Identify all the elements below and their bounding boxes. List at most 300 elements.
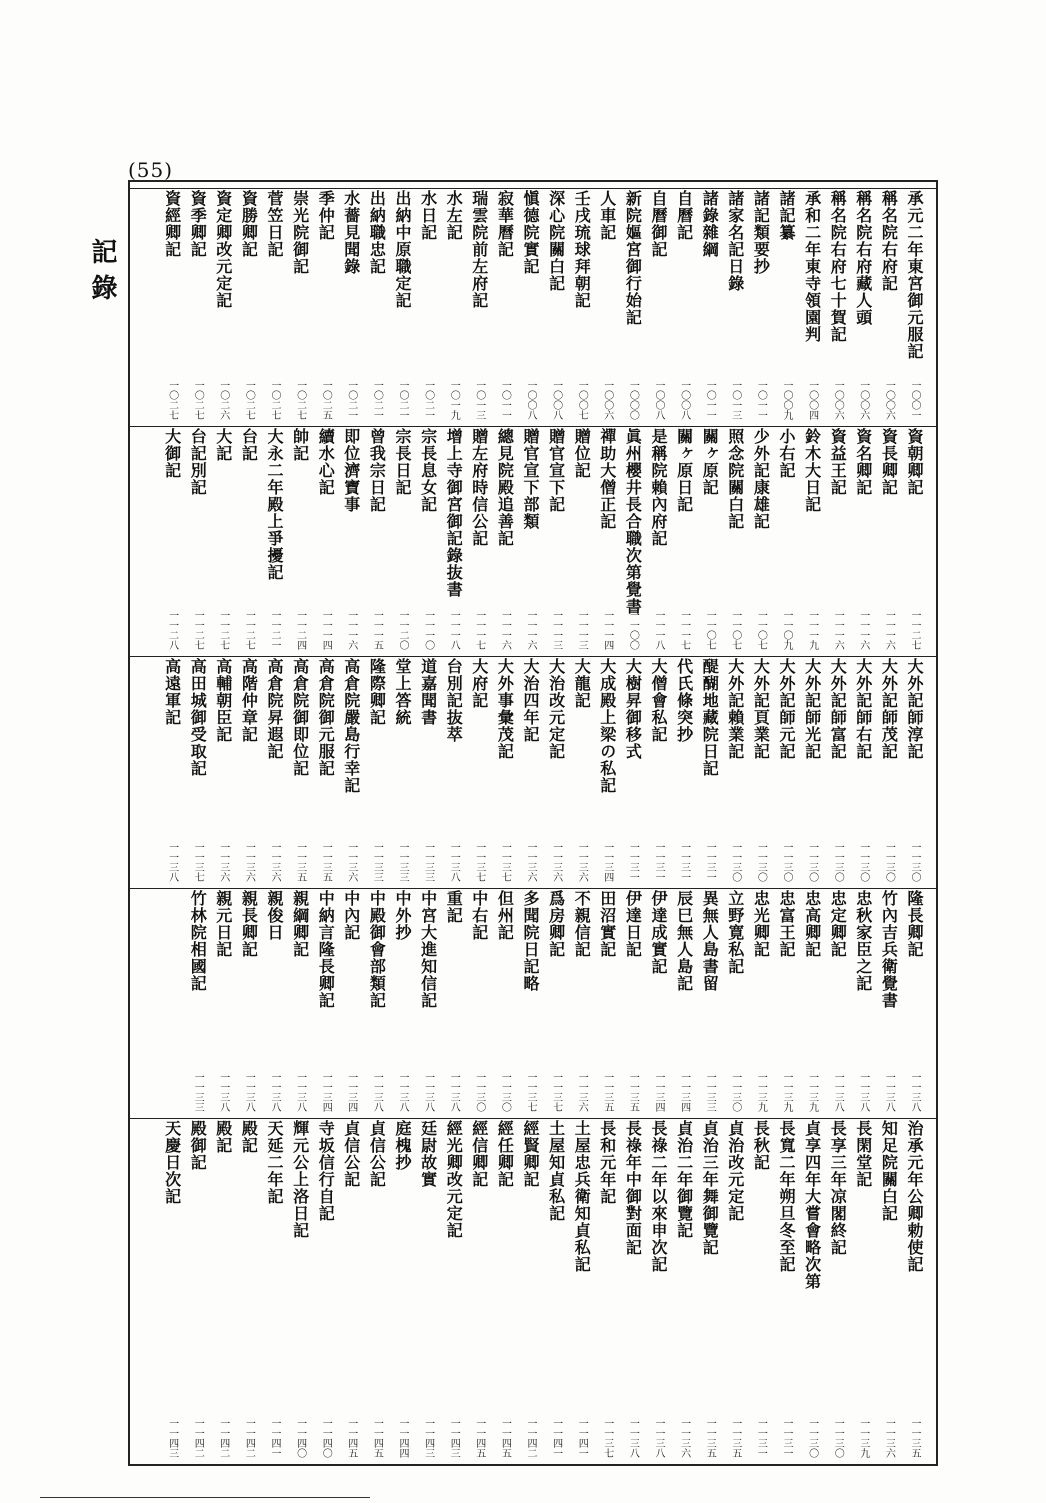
entry-title: 照念院關白記 <box>725 428 745 530</box>
entry-title: 治承元年公卿勅使記 <box>905 1120 924 1273</box>
entry-title: 資益王記 <box>828 428 848 496</box>
index-entry <box>262 1120 287 1458</box>
tier-5 <box>130 1120 936 1464</box>
index-entry <box>467 1120 492 1458</box>
index-entry <box>544 890 569 1112</box>
entry-title: 忠高卿記 <box>802 890 822 958</box>
entry-page-number: 一一三八 <box>397 1072 408 1112</box>
index-entry <box>441 658 466 882</box>
entry-page-number: 一一一三 <box>550 610 562 650</box>
entry-page-number: 一〇一三 <box>473 380 485 420</box>
entry-page-number: 一〇〇六 <box>832 380 844 420</box>
entry-title: 長寬二年朔旦冬至記 <box>777 1120 796 1273</box>
entry-page-number: 一一一六 <box>345 610 357 650</box>
index-entry <box>364 890 389 1112</box>
entry-title: 忠定卿記 <box>828 890 848 958</box>
entry-title: 貞治二年御覽記 <box>674 1120 694 1239</box>
entry-title: 眞州櫻井長合職次第覺書 <box>623 428 643 615</box>
entry-title: 承和二年東寺領園判 <box>802 190 822 343</box>
entry-page-number: 一一三八 <box>448 842 460 882</box>
entry-page-number: 一一三六 <box>883 1418 895 1458</box>
index-entry <box>390 658 415 882</box>
index-entry <box>313 1120 338 1458</box>
index-entry <box>211 890 236 1112</box>
entry-title: 大外記師茂記 <box>879 658 899 760</box>
entry-page-number: 一〇〇四 <box>806 380 818 420</box>
entry-page-number: 一〇二七 <box>166 380 178 420</box>
entry-page-number: 一一四三 <box>422 1418 434 1458</box>
index-entry <box>697 1120 722 1458</box>
index-entry <box>211 658 236 882</box>
entry-page-number: 一一三六 <box>217 842 229 882</box>
entry-page-number: 一〇〇七 <box>576 380 588 420</box>
index-entry <box>518 658 543 882</box>
entry-page-number: 一一一〇 <box>422 610 434 650</box>
index-entry <box>492 1120 517 1458</box>
entry-page-number: 一一一六 <box>525 610 536 650</box>
index-entry <box>697 190 722 420</box>
index-entry <box>569 428 594 650</box>
index-entry <box>825 1120 850 1458</box>
entry-title: 大外記師富記 <box>828 658 848 760</box>
entry-title: 伊達日記 <box>623 890 643 958</box>
entry-title: 小右記 <box>777 428 796 479</box>
top-rule <box>130 188 936 189</box>
entry-title: 諸錄雜綱 <box>700 190 720 258</box>
entry-page-number: 一一三九 <box>857 1418 869 1458</box>
index-entry <box>416 428 441 650</box>
index-entry <box>672 428 697 650</box>
index-entry <box>313 428 338 650</box>
entry-title: 大御記 <box>162 428 182 479</box>
entry-title: 高田城御受取記 <box>188 658 208 777</box>
entry-page-number: 一一三〇 <box>857 842 869 882</box>
entry-page-number: 一一二七 <box>243 610 255 650</box>
entry-title: 高倉院御元服記 <box>316 658 336 777</box>
index-entry <box>390 190 415 420</box>
entry-page-number: 一〇〇六 <box>601 380 613 420</box>
index-entry <box>569 1120 594 1458</box>
entry-page-number: 一一一八 <box>653 610 664 650</box>
entry-title: 異無人島書留 <box>700 890 720 992</box>
entry-page-number: 一一三六 <box>678 1418 690 1458</box>
entry-title: 贈左府時信公記 <box>469 428 489 547</box>
bottom-rule <box>40 1497 370 1498</box>
index-entry <box>876 1120 901 1458</box>
entry-title: 高倉院昇遐記 <box>265 658 284 760</box>
entry-page-number: 一一三七 <box>601 1418 613 1458</box>
entry-title: 資名卿記 <box>853 428 873 496</box>
entry-title: 中右記 <box>469 890 489 941</box>
entry-page-number: 一一一四 <box>601 610 613 650</box>
entry-page-number: 一一三五 <box>601 1072 613 1112</box>
entry-title: 帥記 <box>290 428 310 462</box>
entry-title: 不親信記 <box>572 890 592 958</box>
entry-page-number: 一一三八 <box>166 842 178 882</box>
index-entry <box>620 658 645 882</box>
entry-title: 輝元公上洛日記 <box>290 1120 310 1239</box>
entry-title: 親元日記 <box>213 890 233 958</box>
entry-page-number: 一一三八 <box>883 1072 895 1112</box>
entry-title: 土屋知貞私記 <box>546 1120 566 1222</box>
tier-separator <box>130 888 936 889</box>
entry-title: 自曆御記 <box>649 190 668 258</box>
entry-page-number: 一一三〇 <box>832 842 844 882</box>
entry-title: 隆長卿記 <box>905 890 924 958</box>
index-entry <box>160 190 185 420</box>
entry-title: 長秋記 <box>751 1120 771 1171</box>
entry-page-number: 一一三〇 <box>473 1072 485 1112</box>
entry-page-number: 一一四五 <box>473 1418 485 1458</box>
index-entry <box>211 190 236 420</box>
index-entry <box>697 658 722 882</box>
index-entry <box>288 658 313 882</box>
entry-page-number: 一一四四 <box>397 1418 408 1458</box>
index-entry <box>595 190 620 420</box>
entry-page-number: 一一二八 <box>166 610 178 650</box>
entry-page-number: 一一二〇 <box>397 610 408 650</box>
entry-title: 忠富王記 <box>777 890 796 958</box>
entry-page-number: 一一三四 <box>601 842 613 882</box>
index-entry <box>288 890 313 1112</box>
entry-title: 伊達成實記 <box>649 890 668 975</box>
index-entry <box>288 1120 313 1458</box>
entry-title: 自曆記 <box>674 190 694 241</box>
index-entry <box>748 428 773 650</box>
entry-title: 資長卿記 <box>879 428 899 496</box>
entry-page-number: 一一三八 <box>269 1072 280 1112</box>
index-entry <box>211 1120 236 1458</box>
entry-title: 長享三年凉閣終記 <box>828 1120 848 1256</box>
entry-title: 醍醐地藏院日記 <box>700 658 720 777</box>
entry-page-number: 一一三八 <box>857 1072 869 1112</box>
index-entry <box>595 1120 620 1458</box>
entry-page-number: 一〇二一 <box>422 380 434 420</box>
entry-title: 中宮大進知信記 <box>418 890 438 1009</box>
entry-page-number: 一一二七 <box>217 610 229 650</box>
entry-title: 中外抄 <box>393 890 412 941</box>
entry-title: 台記別記 <box>188 428 208 496</box>
index-entry <box>902 1120 927 1458</box>
entry-title: 少外記康雄記 <box>751 428 771 530</box>
entry-page-number: 一一三一 <box>627 842 639 882</box>
entry-page-number: 一一三九 <box>806 1072 818 1112</box>
entry-title: 諸記類要抄 <box>751 190 771 275</box>
index-entry <box>851 428 876 650</box>
entry-title: 贈官宣下記 <box>546 428 566 513</box>
index-entry <box>902 190 927 420</box>
entry-page-number: 一一三〇 <box>883 842 895 882</box>
index-entry <box>160 428 185 650</box>
index-entry <box>620 190 645 420</box>
entry-page-number: 一一三六 <box>345 842 357 882</box>
index-entry <box>595 658 620 882</box>
entry-title: 貞治三年舞御覽記 <box>700 1120 720 1256</box>
entry-title: 人車記 <box>597 190 617 241</box>
entry-page-number: 一〇〇六 <box>857 380 869 420</box>
index-entry <box>544 1120 569 1458</box>
entry-page-number: 一一四二 <box>217 1418 229 1458</box>
entry-title: 大外記師元記 <box>777 658 796 760</box>
entry-page-number: 一〇一一 <box>499 380 511 420</box>
tier-separator <box>130 656 936 657</box>
index-entry <box>185 190 210 420</box>
entry-title: 知足院關白記 <box>879 1120 899 1222</box>
entry-page-number: 一一三六 <box>269 842 280 882</box>
index-entry <box>876 658 901 882</box>
entry-title: 貞信公記 <box>341 1120 361 1188</box>
entry-page-number: 一一三六 <box>550 842 562 882</box>
entry-title: 大記 <box>213 428 233 462</box>
entry-title: 水日記 <box>418 190 438 241</box>
entry-page-number: 一一四一 <box>269 1418 280 1458</box>
index-entry <box>748 890 773 1112</box>
entry-page-number: 一一一六 <box>832 610 844 650</box>
index-entry <box>492 890 517 1112</box>
entry-title: 是稱院賴內府記 <box>649 428 668 547</box>
entry-title: 殿御記 <box>188 1120 208 1171</box>
entry-title: 稱名院右府七十賀記 <box>828 190 848 343</box>
index-entry <box>441 1120 466 1458</box>
index-entry <box>595 428 620 650</box>
index-entry <box>185 658 210 882</box>
index-entry <box>748 658 773 882</box>
entry-page-number: 一〇一三 <box>729 380 741 420</box>
index-entry <box>518 890 543 1112</box>
entry-title: 經任卿記 <box>495 1120 515 1188</box>
entry-title: 重記 <box>444 890 464 924</box>
entry-page-number: 一一三四 <box>653 1072 664 1112</box>
index-entry <box>825 658 850 882</box>
entry-title: 廷尉故實 <box>418 1120 438 1188</box>
entry-page-number: 一〇二一 <box>371 380 383 420</box>
entry-page-number: 一〇〇六 <box>883 380 895 420</box>
entry-page-number: 一一四五 <box>345 1418 357 1458</box>
index-entry <box>851 190 876 420</box>
index-entry <box>518 190 543 420</box>
entry-title: 稱名院右府記 <box>879 190 899 292</box>
index-entry <box>441 190 466 420</box>
entry-title: 貞治改元定記 <box>725 1120 745 1222</box>
entry-page-number: 一一三八 <box>448 1072 460 1112</box>
index-entry <box>364 1120 389 1458</box>
entry-title: 稱名院右府藏人頭 <box>853 190 873 326</box>
entry-page-number: 一一三八 <box>909 1072 920 1112</box>
entry-page-number: 一一三七 <box>499 842 511 882</box>
index-entry <box>236 190 261 420</box>
entry-page-number: 一一一九 <box>806 610 818 650</box>
index-entry <box>851 1120 876 1458</box>
entry-title: 總見院殿追善記 <box>495 428 515 547</box>
entry-title: 大治改元定記 <box>546 658 566 760</box>
entry-page-number: 一一一六 <box>857 610 869 650</box>
index-table <box>128 180 938 1466</box>
entry-title: 資勝卿記 <box>239 190 259 258</box>
entry-page-number: 一一三八 <box>653 1418 664 1458</box>
entry-title: 鈴木大日記 <box>802 428 822 513</box>
entry-title: 忠秋家臣之記 <box>853 890 873 992</box>
index-entry <box>774 890 799 1112</box>
index-entry <box>467 428 492 650</box>
index-entry <box>825 428 850 650</box>
entry-title: 土屋忠兵衛知貞私記 <box>572 1120 592 1273</box>
entry-title: 大永二年殿上爭擾記 <box>265 428 284 581</box>
index-entry <box>672 658 697 882</box>
entry-title: 即位濟寶事 <box>341 428 361 513</box>
entry-page-number: 一一〇九 <box>781 610 792 650</box>
entry-title: 關ヶ原記 <box>700 428 720 496</box>
index-entry <box>518 428 543 650</box>
entry-page-number: 一一四二 <box>525 1418 536 1458</box>
entry-title: 水薔見聞錄 <box>341 190 361 275</box>
entry-page-number: 一一三三 <box>371 842 383 882</box>
index-entry <box>185 1120 210 1458</box>
entry-title: 出納職忠記 <box>367 190 387 275</box>
index-entry <box>313 890 338 1112</box>
index-entry <box>569 190 594 420</box>
index-entry <box>646 890 671 1112</box>
index-entry <box>697 428 722 650</box>
entry-page-number: 一一三六 <box>525 842 536 882</box>
tier-1 <box>130 190 936 426</box>
entry-page-number: 一一四三 <box>166 1418 178 1458</box>
entry-page-number: 一一三五 <box>294 842 306 882</box>
index-entry <box>876 428 901 650</box>
entry-page-number: 一一三七 <box>550 1072 562 1112</box>
index-entry <box>492 428 517 650</box>
side-title: 記錄 <box>87 238 117 310</box>
entry-title: 資經卿記 <box>162 190 182 258</box>
index-entry <box>313 658 338 882</box>
entry-page-number: 一一三八 <box>243 1072 255 1112</box>
entry-title: 高階仲章記 <box>239 658 259 743</box>
entry-page-number: 一一三一 <box>653 842 664 882</box>
entry-title: 竹內吉兵衛覺書 <box>879 890 899 1009</box>
entry-title: 竹林院相國記 <box>188 890 208 992</box>
entry-title: 貞信公記 <box>367 1120 387 1188</box>
index-entry <box>262 190 287 420</box>
entry-title: 大外記頁業記 <box>751 658 771 760</box>
entry-page-number: 一一三八 <box>217 1072 229 1112</box>
entry-page-number: 一一三三 <box>192 1072 204 1112</box>
entry-page-number: 一一三〇 <box>729 842 741 882</box>
entry-title: 瑞雲院前左府記 <box>469 190 489 309</box>
index-entry <box>723 428 748 650</box>
entry-page-number: 一一三五 <box>909 1418 920 1458</box>
entry-title: 大外記師右記 <box>853 658 873 760</box>
entry-page-number: 一一一七 <box>473 610 485 650</box>
entry-title: 但州記 <box>495 890 515 941</box>
entry-page-number: 一〇〇八 <box>678 380 690 420</box>
entry-title: 增上寺御宮御記錄抜書 <box>444 428 464 598</box>
index-entry <box>339 428 364 650</box>
entry-title: 寂華曆記 <box>495 190 515 258</box>
index-entry <box>467 190 492 420</box>
index-entry <box>723 658 748 882</box>
entry-page-number: 一一三〇 <box>806 842 818 882</box>
entry-page-number: 一一二七 <box>909 610 920 650</box>
entry-page-number: 一一四三 <box>448 1418 460 1458</box>
entry-title: 親俊日 <box>265 890 284 941</box>
index-entry <box>774 428 799 650</box>
entry-page-number: 一一三一 <box>704 842 716 882</box>
index-entry <box>902 428 927 650</box>
index-entry <box>800 1120 825 1458</box>
entry-page-number: 一〇二六 <box>217 380 229 420</box>
index-entry <box>236 890 261 1112</box>
entry-page-number: 一〇一九 <box>448 380 460 420</box>
index-entry <box>800 658 825 882</box>
index-entry <box>416 190 441 420</box>
entry-title: 寺坂信行自記 <box>316 1120 336 1222</box>
entry-title: 曾我宗日記 <box>367 428 387 513</box>
entry-title: 忠光卿記 <box>751 890 771 958</box>
index-entry <box>441 428 466 650</box>
index-entry <box>646 428 671 650</box>
entry-page-number: 一〇二一 <box>345 380 357 420</box>
entry-title: 資定卿改元定記 <box>213 190 233 309</box>
entry-title: 隆際卿記 <box>367 658 387 726</box>
entry-title: 續水心記 <box>316 428 336 496</box>
entry-page-number: 一一四二 <box>243 1418 255 1458</box>
entry-page-number: 一〇〇八 <box>525 380 536 420</box>
entry-page-number: 一一四五 <box>499 1418 511 1458</box>
entry-title: 經賢卿記 <box>521 1120 540 1188</box>
index-entry <box>723 1120 748 1458</box>
index-entry <box>185 890 210 1112</box>
entry-page-number: 一一三六 <box>243 842 255 882</box>
entry-title: 代氏條突抄 <box>674 658 694 743</box>
entry-page-number: 一一三四 <box>678 1072 690 1112</box>
entry-page-number: 一一〇七 <box>755 610 767 650</box>
entry-title: 諸家名記日錄 <box>725 190 745 292</box>
entry-page-number: 一一三〇 <box>806 1418 818 1458</box>
entry-page-number: 一〇〇一 <box>909 380 920 420</box>
index-entry <box>620 1120 645 1458</box>
index-entry <box>236 428 261 650</box>
entry-page-number: 一一三三 <box>704 1072 716 1112</box>
entry-title: 立野寛私記 <box>725 890 745 975</box>
entry-page-number: 一一三八 <box>832 1072 844 1112</box>
entry-page-number: 一一四二 <box>192 1418 204 1458</box>
entry-page-number: 一一三五 <box>320 842 332 882</box>
index-entry <box>339 890 364 1112</box>
index-entry <box>518 1120 543 1458</box>
index-entry <box>364 190 389 420</box>
entry-title: 大龍記 <box>572 658 592 709</box>
entry-page-number: 一一三三 <box>397 842 408 882</box>
entry-page-number: 一〇一一 <box>704 380 716 420</box>
index-entry <box>416 658 441 882</box>
entry-page-number: 一一三七 <box>473 842 485 882</box>
index-entry <box>313 190 338 420</box>
entry-title: 深心院關白記 <box>546 190 566 292</box>
entry-title: 殿記 <box>239 1120 259 1154</box>
entry-title: 中納言隆長卿記 <box>316 890 336 1009</box>
entry-page-number: 一一三六 <box>576 842 588 882</box>
entry-title: 崇光院御記 <box>290 190 310 275</box>
index-entry <box>902 658 927 882</box>
entry-title: 道嘉聞書 <box>418 658 438 726</box>
tier-separator <box>130 1118 936 1119</box>
entry-title: 關ヶ原日記 <box>674 428 694 513</box>
index-entry <box>467 658 492 882</box>
index-entry <box>492 658 517 882</box>
entry-title: 中內記 <box>341 890 361 941</box>
index-entry <box>262 658 287 882</box>
entry-title: 大府記 <box>469 658 489 709</box>
entry-page-number: 一一三四 <box>345 1072 357 1112</box>
